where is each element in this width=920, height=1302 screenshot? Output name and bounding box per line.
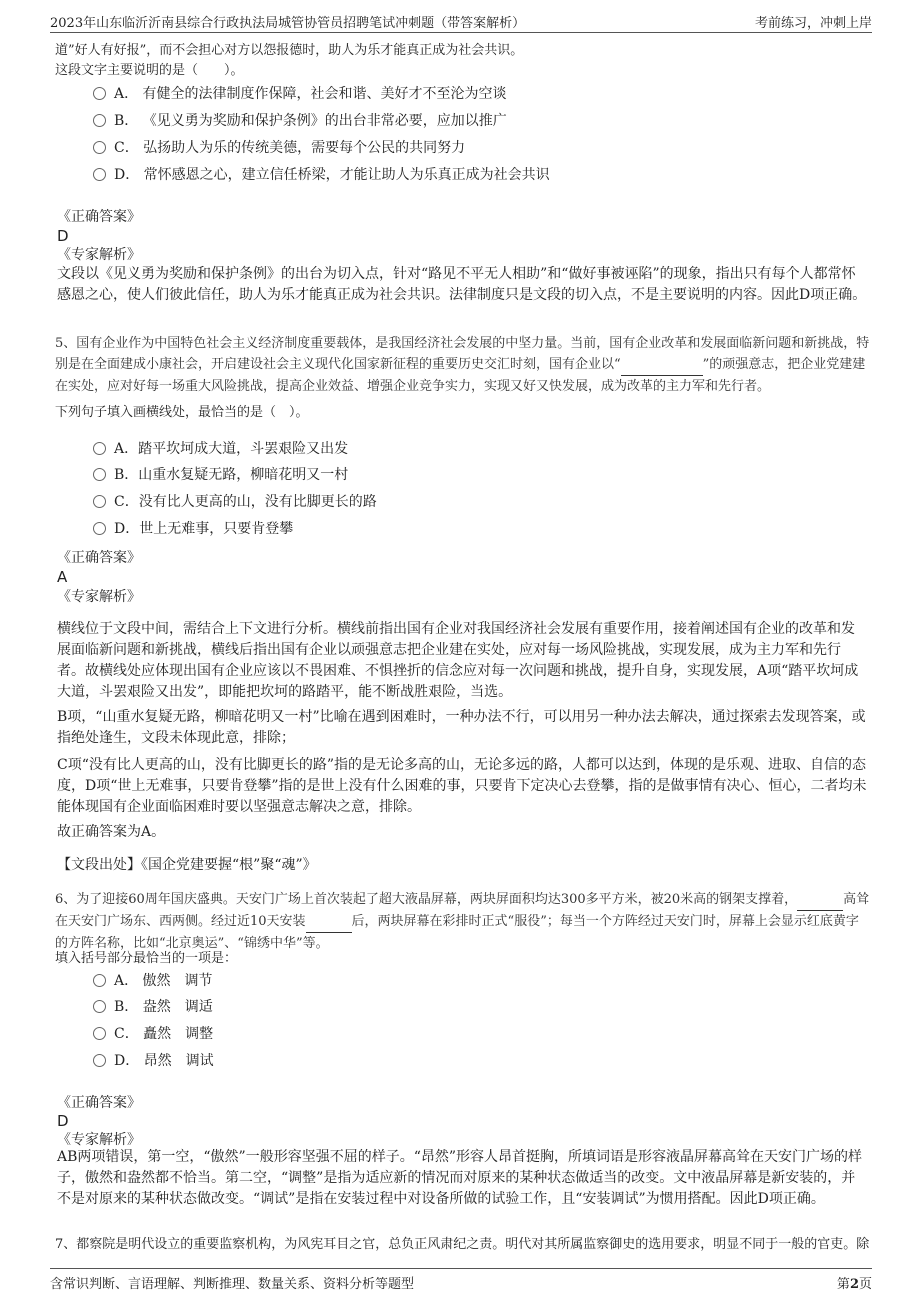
radio-icon[interactable]: [93, 974, 106, 987]
blank-line: [306, 911, 352, 933]
q6-option-c[interactable]: C． 矗然 调整: [93, 1024, 213, 1044]
q5-answer: A: [57, 568, 68, 586]
q6-prompt: 填入括号部分最恰当的一项是：: [55, 951, 238, 966]
footer-topics: 含常识判断、言语理解、判断推理、数量关系、资料分析等题型: [50, 1277, 415, 1292]
q4-option-d[interactable]: D． 常怀感恩之心，建立信任桥梁，才能让助人为乐真正成为社会共识: [93, 165, 550, 185]
q4-answer-label: 《正确答案》: [57, 209, 141, 225]
page-number: 第2页: [836, 1277, 872, 1292]
q6-analysis: AB两项错误，第一空，“傲然”一般形容坚强不屈的样子。“昂然”形容人昂首挺胸，所填词语是形容液晶屏幕高耸在天安门广场的样子，傲然和盎然都不恰当。第二空，“调整”是指为适应新的情况而对原来的某种状态做适当的改变。文中液晶屏幕是新安装的，并不是对原来的某种状态做改变。“调试”是指在安装过程中对设备所做的试验工作，且“安装调试”为惯用搭配。因此D项正确。: [57, 1149, 863, 1207]
q6-analysis-label: 《专家解析》: [57, 1132, 141, 1148]
radio-icon[interactable]: [93, 1027, 106, 1040]
q5-prompt: 下列句子填入画横线处，最恰当的是（ ）。: [55, 405, 309, 420]
q4-option-c[interactable]: C． 弘扬助人为乐的传统美德，需要每个公民的共同努力: [93, 138, 465, 158]
blank-line: [621, 354, 703, 376]
q5-analysis-p1: 横线位于文段中间，需结合上下文进行分析。横线前指出国有企业对我国经济社会发展有重要作用，接着阐述国有企业的改革和发展面临新问题和新挑战，横线后指出国有企业以顽强意志把企业建在实处，应对每一场风险挑战，实现发展，成为主力军和先行者。故横线处应体现出国有企业应该以不畏困难、不惧挫折的信念应对每一次问题和挑战，提升自身，实现发展，A项“踏平坎坷成大道，斗罢艰险又出发”，即能把坎坷的路踏平，能不断战胜艰险，当选。: [57, 621, 859, 700]
q4-option-a[interactable]: A． 有健全的法律制度作保障，社会和谐、美好才不至沦为空谈: [93, 84, 507, 104]
header-slogan: 考前练习，冲刺上岸: [754, 16, 872, 31]
radio-icon[interactable]: [93, 1054, 106, 1067]
q5-analysis-label: 《专家解析》: [57, 589, 141, 605]
radio-icon[interactable]: [93, 522, 106, 535]
radio-icon[interactable]: [93, 468, 106, 481]
radio-icon[interactable]: [93, 442, 106, 455]
radio-icon[interactable]: [93, 1000, 106, 1013]
q4-stem-continuation: 道”好人有好报”，而不会担心对方以怨报德时，助人为乐才能真正成为社会共识。: [55, 43, 524, 58]
q4-analysis-label: 《专家解析》: [57, 247, 141, 263]
q5-source: 【文段出处】《国企党建要握“根”聚“魂”》: [57, 857, 317, 873]
q5-stem: 5、国有企业作为中国特色社会主义经济制度重要载体，是我国经济社会发展的中坚力量。当前，国有企业改革和发展面临新问题和新挑战，特别是在全面建成小康社会，开启建设社会主义现代化国家新征程的重要历史交汇时刻，国有企业以“ ”的顽强意志，把企业党建建在实处，应对好每一场重大风险挑战，提高企业效益、增强企业竞争实力，实现又好又快发展，成为改革的主力军和先行者。: [55, 336, 870, 394]
q4-analysis: 文段以《见义勇为奖励和保护条例》的出台为切入点，针对“路见不平无人相助”和“做好事被诬陷”的现象，指出只有每个人都常怀感恩之心，使人们彼此信任，助人为乐才能真正成为社会共识。法律制度只是文段的切入点，不是主要说明的内容。因此D项正确。: [57, 266, 867, 303]
radio-icon[interactable]: [93, 87, 106, 100]
radio-icon[interactable]: [93, 114, 106, 127]
q5-option-d[interactable]: D．世上无难事，只要肯登攀: [93, 519, 293, 539]
q5-analysis-p2: B项，“山重水复疑无路，柳暗花明又一村”比喻在遇到困难时，一种办法不行，可以用另一种办法去解决，通过探索去发现答案，或指绝处逢生，文段未体现此意，排除；: [57, 709, 866, 746]
q5-option-a[interactable]: A．踏平坎坷成大道，斗罢艰险又出发: [93, 439, 348, 459]
radio-icon[interactable]: [93, 168, 106, 181]
q7-stem: 7、都察院是明代设立的重要监察机构，为风宪耳目之官，总负正风肃纪之责。明代对其所属监察御史的选用要求，明显不同于一般的官吏。除: [55, 1237, 870, 1252]
q6-stem: 6、为了迎接60周年国庆盛典。天安门广场上首次装起了超大液晶屏幕，两块屏面积均达300多平方米，被20米高的钢架支撑着， 高耸在天安门广场东、西两侧。经过近10天安装 后，两块屏幕在彩排时正式“服役”；每当一个方阵经过天安门时，屏幕上会显示红底黄字的方阵名称，比如“北京奥运”、“锦绣中华”等。: [55, 889, 870, 954]
radio-icon[interactable]: [93, 141, 106, 154]
q6-option-a[interactable]: A． 傲然 调节: [93, 971, 213, 991]
q5-analysis-p3: C项“没有比人更高的山，没有比脚更长的路”指的是无论多高的山，无论多远的路，人都可以达到，体现的是乐观、进取、自信的态度，D项“世上无难事，只要肯登攀”指的是世上没有什么困难的事，只要肯下定决心去登攀，指的是做事情有决心、恒心，二者均未能体现国有企业面临困难时要以坚强意志解决之意，排除。: [57, 757, 867, 815]
q6-option-d[interactable]: D． 昂然 调试: [93, 1051, 214, 1071]
q4-answer: D: [57, 227, 69, 245]
q5-option-c[interactable]: C．没有比人更高的山，没有比脚更长的路: [93, 492, 377, 512]
q6-option-b[interactable]: B． 盎然 调适: [93, 997, 213, 1017]
page-footer: [50, 1268, 872, 1299]
q5-analysis-p4: 故正确答案为A。: [57, 824, 166, 840]
radio-icon[interactable]: [93, 495, 106, 508]
q4-option-b[interactable]: B． 《见义勇为奖励和保护条例》的出台非常必要，应加以推广: [93, 111, 507, 131]
q4-prompt: 这段文字主要说明的是（ ）。: [55, 63, 244, 78]
q5-option-b[interactable]: B．山重水复疑无路，柳暗花明又一村: [93, 465, 348, 485]
page-header: [50, 10, 872, 33]
blank-line: [797, 889, 843, 911]
header-title: 2023年山东临沂沂南县综合行政执法局城管协管员招聘笔试冲刺题（带答案解析）: [50, 16, 526, 31]
q6-answer-label: 《正确答案》: [57, 1095, 141, 1111]
q5-answer-label: 《正确答案》: [57, 550, 141, 566]
q6-answer: D: [57, 1112, 69, 1130]
